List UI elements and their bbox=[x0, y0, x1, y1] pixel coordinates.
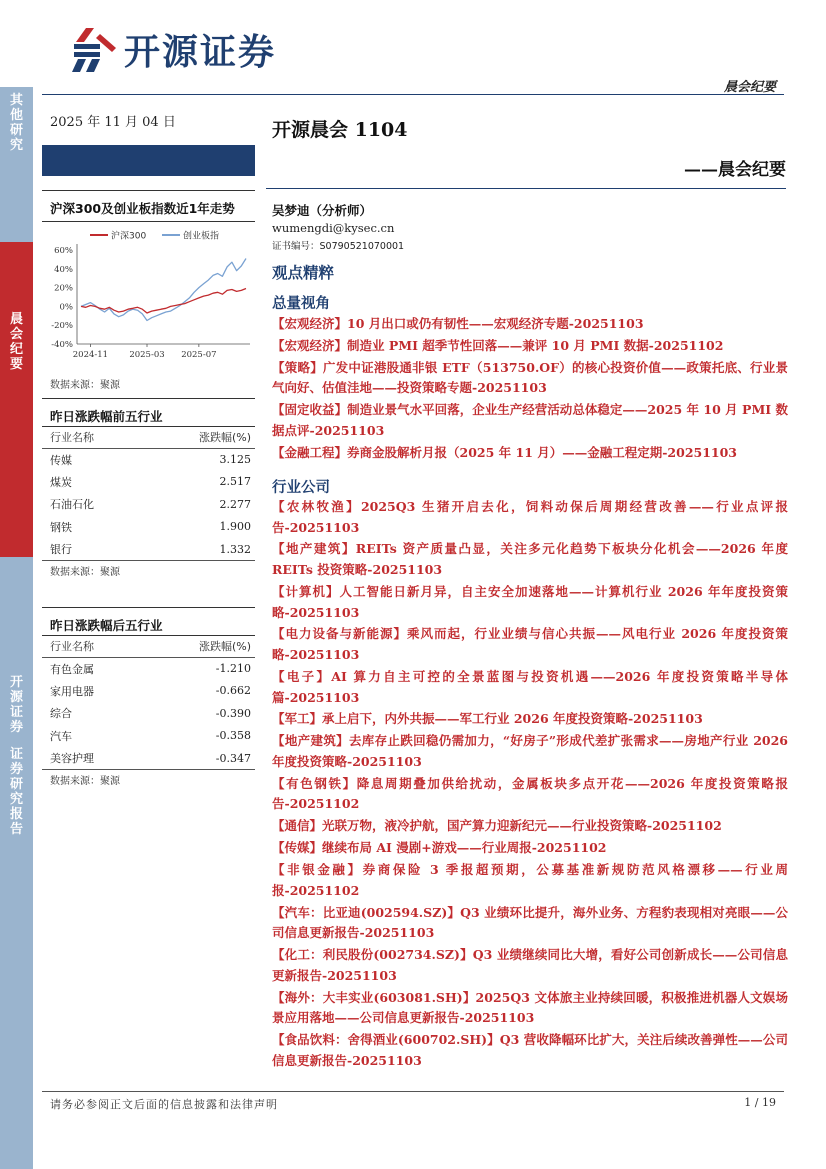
x-tick-label: 2025-07 bbox=[181, 350, 217, 360]
industry-change: -0.662 bbox=[215, 684, 251, 698]
chart-title-rule bbox=[42, 221, 255, 222]
section-industry: 行业公司 bbox=[272, 479, 330, 496]
table-row bbox=[42, 680, 255, 703]
table-row bbox=[42, 725, 255, 748]
legend-label: 沪深300 bbox=[111, 231, 147, 242]
top5-header-name: 行业名称 bbox=[42, 426, 137, 448]
series-line bbox=[81, 289, 246, 314]
top5-top-rule bbox=[42, 398, 255, 399]
list-item[interactable]: 【宏观经济】10 月出口或仍有韧性——宏观经济专题-20251103 bbox=[272, 316, 644, 331]
industry-change: -0.390 bbox=[215, 706, 251, 720]
top5-table bbox=[42, 426, 255, 561]
list-item[interactable]: 【汽车：比亚迪(002594.SZ)】Q3 业绩环比提升，海外业务、方程豹表现相对亮眼——公司信息更新报告-20251103 bbox=[272, 904, 788, 941]
logo-mark-icon bbox=[72, 28, 118, 72]
list-item[interactable]: 【传媒】继续布局 AI 漫剧+游戏——行业周报-20251102 bbox=[272, 840, 607, 856]
analyst-email[interactable]: wumengdi@kysec.cn bbox=[272, 221, 395, 235]
list-item[interactable]: 【金融工程】券商金股解析月报（2025 年 11 月）——金融工程定期-20251103 bbox=[272, 444, 738, 460]
list-item[interactable]: 【地产建筑】REITs 资产质量凸显，关注多元化趋势下板块分化机会——2026 年度 REITs 投资策略-20251103 bbox=[272, 541, 788, 578]
industry-change: -1.210 bbox=[215, 662, 251, 675]
bottom5-source: 数据来源：聚源 bbox=[50, 776, 120, 787]
list-item[interactable]: 【通信】光联万物，液冷护航，国产算力迎新纪元——行业投资策略-20251102 bbox=[272, 818, 722, 834]
x-tick-label: 2025-03 bbox=[129, 350, 165, 360]
page-subtitle: ——晨会纪要 bbox=[684, 160, 786, 180]
y-tick-label: 0% bbox=[59, 302, 73, 313]
industry-name: 汽车 bbox=[50, 729, 72, 743]
industry-name: 综合 bbox=[50, 707, 72, 721]
side-band-label-other: 其他研究 bbox=[9, 93, 23, 153]
industry-change: 3.125 bbox=[219, 453, 251, 466]
side-band-label-morning: 晨会纪要 bbox=[9, 312, 23, 372]
industry-name: 传媒 bbox=[50, 453, 72, 467]
company-logo bbox=[72, 24, 276, 75]
list-item[interactable]: 【海外：大丰实业(603081.SH)】2025Q3 文体旅主业持续回暖，积极推进机器人文娱场景应用落地——公司信息更新报告-20251103 bbox=[272, 989, 788, 1026]
list-item[interactable]: 【固定收益】制造业景气水平回落，企业生产经营活动总体稳定——2025 年 10 月 PMI 数据点评-20251103 bbox=[272, 402, 788, 438]
industry-change: 1.900 bbox=[219, 520, 251, 534]
y-tick-label: 40% bbox=[54, 264, 73, 275]
bottom5-header-name: 行业名称 bbox=[42, 635, 137, 657]
y-tick-label: 20% bbox=[54, 283, 73, 294]
series-line bbox=[81, 259, 246, 321]
table-row bbox=[42, 747, 255, 770]
page-number: 1 / 19 bbox=[744, 1096, 776, 1109]
top5-title: 昨日涨跌幅前五行业 bbox=[50, 409, 163, 424]
legend-label: 创业板指 bbox=[183, 231, 220, 242]
title-rule bbox=[266, 188, 786, 189]
side-band-segment-other bbox=[0, 87, 33, 242]
table-row bbox=[42, 448, 255, 471]
industry-name: 煤炭 bbox=[50, 475, 72, 489]
analyst-name: 吴梦迪（分析师） bbox=[272, 203, 373, 218]
footer-rule bbox=[42, 1091, 784, 1092]
industry-change: 2.517 bbox=[219, 475, 251, 489]
bottom5-top-rule bbox=[42, 607, 255, 608]
industry-name: 有色金属 bbox=[50, 662, 94, 676]
list-item[interactable]: 【军工】承上启下，内外共振——军工行业 2026 年度投资策略-20251103 bbox=[272, 711, 703, 727]
y-tick-label: -40% bbox=[51, 340, 73, 350]
table-row bbox=[42, 493, 255, 516]
bottom5-table bbox=[42, 635, 255, 770]
list-item[interactable]: 【农林牧渔】2025Q3 生猪开启去化，饲料动保后周期经营改善——行业点评报告-20251103 bbox=[272, 499, 788, 535]
y-tick-label: 60% bbox=[54, 246, 73, 256]
list-item[interactable]: 【地产建筑】去库存止跌回稳仍需加力，“好房子”形成代差扩张需求——房地产行业 2026 年度投资策略-20251103 bbox=[272, 733, 788, 769]
side-band bbox=[0, 87, 33, 1169]
blue-banner bbox=[42, 145, 255, 176]
table-row bbox=[42, 538, 255, 561]
industry-change: -0.347 bbox=[137, 747, 255, 770]
y-tick-label: -20% bbox=[51, 321, 73, 332]
chart-title: 沪深300及创业板指数近1年走势 bbox=[50, 201, 235, 216]
side-band-label-brand: 开源证券 bbox=[9, 675, 23, 735]
table-row bbox=[42, 516, 255, 539]
bottom5-title: 昨日涨跌幅后五行业 bbox=[50, 618, 163, 633]
industry-change: -0.358 bbox=[215, 729, 251, 743]
list-item[interactable]: 【食品饮料：舍得酒业(600702.SH)】Q3 营收降幅环比扩大，关注后续改善弹性——公司信息更新报告-20251103 bbox=[272, 1032, 788, 1068]
index-trend-chart bbox=[42, 224, 255, 370]
list-item[interactable]: 【化工：利民股份(002734.SZ)】Q3 业绩继续同比大增，看好公司创新成长——公司信息更新报告-20251103 bbox=[272, 947, 788, 983]
bottom5-header-change: 涨跌幅(%) bbox=[137, 635, 255, 657]
side-band-label-report: 证券研究报告 bbox=[9, 747, 23, 837]
top5-header-row bbox=[42, 426, 255, 448]
list-item[interactable]: 【有色钢铁】降息周期叠加供给扰动，金属板块多点开花——2026 年度投资策略报告-20251102 bbox=[272, 775, 788, 812]
macro-list bbox=[272, 314, 788, 465]
page-title: 开源晨会 1104 bbox=[272, 119, 408, 141]
list-item[interactable]: 【宏观经济】制造业 PMI 超季节性回落——兼评 10 月 PMI 数据-20251102 bbox=[272, 337, 724, 353]
industry-name: 钢铁 bbox=[50, 520, 72, 534]
section-macro: 总量视角 bbox=[272, 295, 330, 312]
industry-list bbox=[272, 497, 788, 1072]
list-item[interactable]: 【电子】AI 算力自主可控的全景蓝图与投资机遇——2026 年度投资策略半导体篇-20251103 bbox=[272, 668, 788, 705]
top5-header-change: 涨跌幅(%) bbox=[137, 426, 255, 448]
list-item[interactable]: 【电力设备与新能源】乘风而起，行业业绩与信心共振——风电行业 2026 年度投资策略-20251103 bbox=[272, 626, 788, 663]
footer-disclaimer: 请务必参阅正文后面的信息披露和法律声明 bbox=[50, 1098, 278, 1111]
side-band-segment-morning bbox=[0, 242, 33, 557]
section-highlights: 观点精粹 bbox=[272, 263, 335, 282]
industry-name: 美容护理 bbox=[42, 747, 137, 770]
header-rule bbox=[42, 94, 784, 95]
side-band-segment-brand bbox=[0, 557, 33, 1169]
header-tag: 晨会纪要 bbox=[723, 80, 776, 95]
chart-top-rule bbox=[42, 190, 255, 191]
list-item[interactable]: 【计算机】人工智能日新月异，自主安全加速落地——计算机行业 2026 年年度投资策略-20251103 bbox=[272, 583, 788, 620]
chart-source: 数据来源：聚源 bbox=[50, 380, 120, 391]
table-row bbox=[42, 471, 255, 494]
industry-change: 1.332 bbox=[137, 538, 255, 561]
list-item[interactable]: 【非银金融】券商保险 3 季报超预期，公募基准新规防范风格漂移——行业周报-20251102 bbox=[272, 862, 788, 898]
x-tick-label: 2024-11 bbox=[72, 350, 109, 360]
industry-name: 银行 bbox=[42, 538, 137, 561]
bottom5-header-row bbox=[42, 635, 255, 657]
industry-name: 石油石化 bbox=[50, 498, 94, 512]
table-row bbox=[42, 702, 255, 725]
list-item[interactable]: 【策略】广发中证港股通非银 ETF（513750.OF）的核心投资价值——政策托底、行业景气向好、估值洼地——投资策略专题-20251103 bbox=[272, 359, 788, 396]
index-trend-svg bbox=[42, 224, 255, 370]
industry-change: 2.277 bbox=[219, 497, 251, 511]
top5-source: 数据来源：聚源 bbox=[50, 567, 120, 578]
table-row bbox=[42, 657, 255, 680]
report-date: 2025 年 11 月 04 日 bbox=[50, 115, 176, 130]
logo-text: 开源证券 bbox=[124, 32, 277, 73]
industry-name: 家用电器 bbox=[50, 684, 94, 698]
analyst-cert: 证书编号：S0790521070001 bbox=[272, 241, 405, 252]
